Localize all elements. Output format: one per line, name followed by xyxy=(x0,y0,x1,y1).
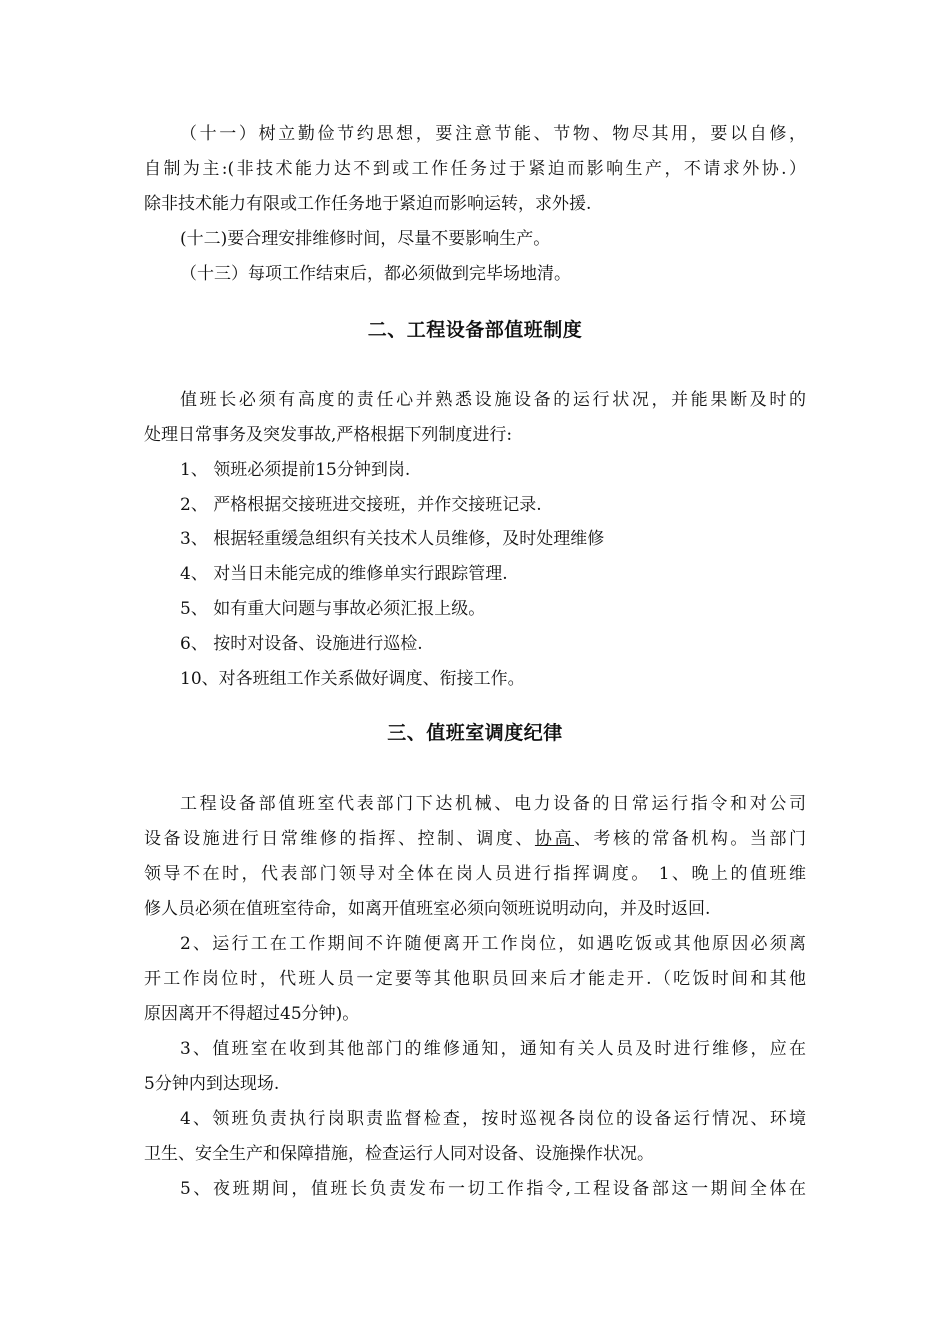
duty-rule-2: 2、 严格根据交接班进交接班，并作交接班记录. xyxy=(180,495,542,515)
section-3-p2-line-2: 开工作岗位时，代班人员一定要等其他职员回来后才能走开.（吃饭时间和其他 xyxy=(144,969,806,989)
item-11-line-1: （十一）树立勤俭节约思想，要注意节能、节物、物尽其用，要以自修， xyxy=(180,124,806,144)
section-3-heading: 三、值班室调度纪律 xyxy=(387,722,563,744)
section-3-p3-line-2: 5分钟内到达现场. xyxy=(144,1074,280,1094)
section-3-p4-line-2: 卫生、安全生产和保障措施，检查运行人同对设备、设施操作状况。 xyxy=(144,1144,654,1164)
duty-rule-10: 10、对各班组工作关系做好调度、衔接工作。 xyxy=(180,669,525,689)
item-11-line-2: 自制为主:(非技术能力达不到或工作任务过于紧迫而影响生产，不请求外协.） xyxy=(144,159,806,179)
section-3-p2-line-3: 原因离开不得超过45分钟)。 xyxy=(144,1004,360,1024)
duty-rule-6: 6、 按时对设备、设施进行巡检. xyxy=(180,634,423,654)
item-12: (十二)要合理安排维修时间，尽量不要影响生产。 xyxy=(180,229,551,249)
section-2-intro-line-1: 值班长必须有高度的责任心并熟悉设施设备的运行状况，并能果断及时的 xyxy=(180,390,806,410)
section-3-p1-line-3: 领导不在时，代表部门领导对全体在岗人员进行指挥调度。 1、晚上的值班维 xyxy=(144,864,806,884)
section-3-p5-line-1: 5、夜班期间，值班长负责发布一切工作指令,工程设备部这一期间全体在 xyxy=(180,1179,806,1199)
section-3-p3-line-1: 3、值班室在收到其他部门的维修通知，通知有关人员及时进行维修，应在 xyxy=(180,1039,806,1059)
duty-rule-3: 3、 根据轻重缓急组织有关技术人员维修，及时处理维修 xyxy=(180,529,605,549)
section-3-p1-line-2 xyxy=(144,822,806,857)
p1-line-2-text-b: 、考核的常备机构。当部门 xyxy=(574,829,807,849)
section-3-p2-line-1: 2、运行工在工作期间不许随便离开工作岗位，如遇吃饭或其他原因必须离 xyxy=(180,934,806,954)
item-13: （十三）每项工作结束后，都必须做到完毕场地清。 xyxy=(180,264,571,284)
section-3-p1-line-1: 工程设备部值班室代表部门下达机械、电力设备的日常运行指令和对公司 xyxy=(180,794,806,814)
duty-rule-5: 5、 如有重大问题与事故必须汇报上级。 xyxy=(180,599,486,619)
p1-line-2-text-a: 设备设施进行日常维修的指挥、控制、调度、 xyxy=(144,829,535,849)
section-2-intro-line-2: 处理日常事务及突发事故,严格根据下列制度进行: xyxy=(144,425,513,445)
section-2-heading: 二、工程设备部值班制度 xyxy=(367,319,583,341)
duty-rule-4: 4、 对当日未能完成的维修单实行跟踪管理. xyxy=(180,564,508,584)
section-3-p4-line-1: 4、领班负责执行岗职责监督检查，按时巡视各岗位的设备运行情况、环境 xyxy=(180,1109,806,1129)
item-11-line-3: 除非技术能力有限或工作任务地于紧迫而影响运转，求外援. xyxy=(144,194,592,214)
duty-rule-1: 1、 领班必须提前15分钟到岗. xyxy=(180,460,411,480)
underlined-word: 协高 xyxy=(534,829,575,849)
section-3-p1-line-4: 修人员必须在值班室待命，如离开值班室必须向领班说明动向，并及时返回. xyxy=(144,899,711,919)
